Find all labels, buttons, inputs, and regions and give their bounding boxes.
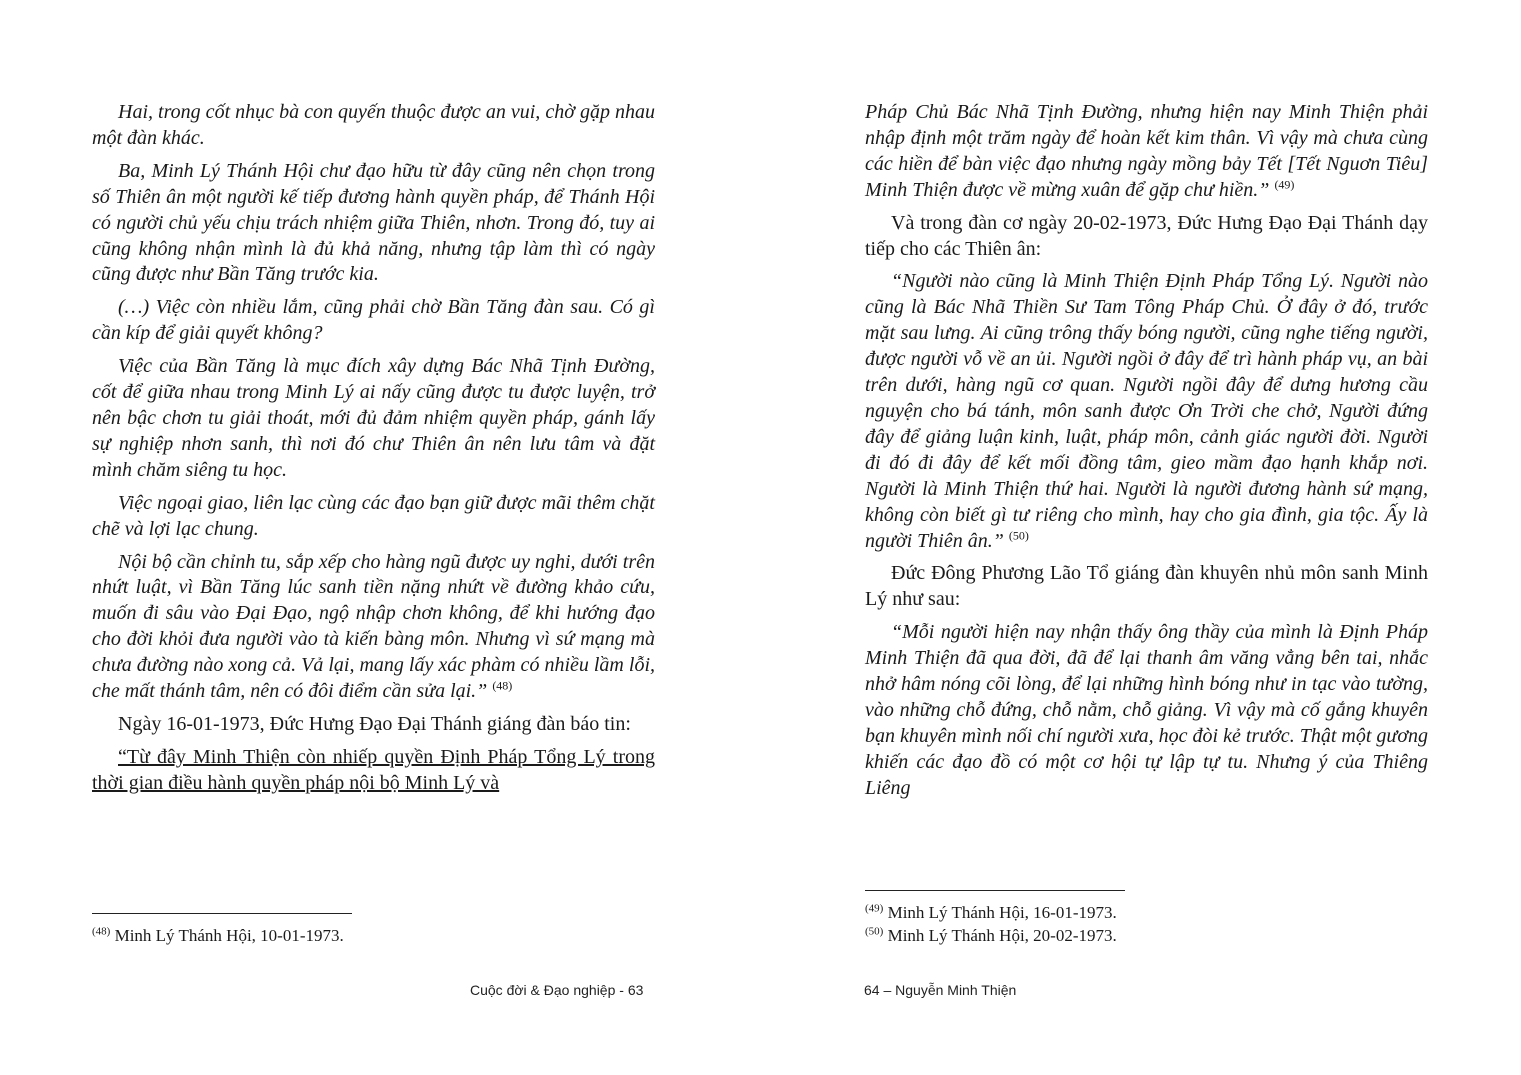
paragraph: “Người nào cũng là Minh Thiện Định Pháp Tổng Lý. Người nào cũng là Bác Nhã Thiền Sư Tam Tông Pháp Chủ. Ở đây ở đó, trước mặt sau lưng. Ai cũng trông thấy bóng người, cũng nghe tiếng người, được người vỗ về an ủi. Người ngồi ở đây để trì hành pháp vụ, an bài trên dưới, hàng ngũ cơ quan. Người ngồi đây để dưng hương cầu nguyện cho bá tánh, môn sanh được Ơn Trời che chở, Người đứng đây để giảng luận kinh, luật, pháp môn, cảnh giác người đời. Người đi đó đi đây để kết mối đồng tâm, gieo mầm đạo hạnh khắp nơi. Người là Minh Thiện thứ hai. Người là người đương hành sứ mạng, không còn biết gì tư riêng cho mình, hay cho gia đình, gia tộc. Ấy là người Thiên ân.” [865, 270, 1428, 552]
footnote [92, 925, 344, 947]
paragraph-with-ref [865, 269, 1428, 554]
footnote-mark: (49) [865, 902, 884, 915]
footnote [865, 925, 1117, 947]
footnote-text: Minh Lý Thánh Hội, 16-01-1973. [887, 903, 1117, 922]
page-footer-left: Cuộc đời & Đạo nghiệp - 63 [470, 982, 644, 998]
page-footer-right: 64 – Nguyễn Minh Thiện [864, 982, 1017, 998]
footnote-ref: (49) [1274, 177, 1295, 192]
footnote-ref: (48) [492, 678, 513, 693]
paragraph: Đức Đông Phương Lão Tổ giáng đàn khuyên nhủ môn sanh Minh Lý như sau: [865, 562, 1428, 611]
footnote [865, 902, 1117, 924]
footnote-mark: (48) [92, 925, 111, 938]
paragraph: Pháp Chủ Bác Nhã Tịnh Đường, nhưng hiện nay Minh Thiện phải nhập định một trăm ngày để hoàn kết kim thân. Vì vậy mà chưa cùng các hiền để bàn việc đạo nhưng ngày mồng bảy Tết [Tết Nguơn Tiêu] Minh Thiện được về mừng xuân để gặp chư hiền.” [865, 101, 1428, 201]
paragraph: (…) Việc còn nhiều lắm, cũng phải chờ Bần Tăng đàn sau. Có gì cần kíp để giải quyết không? [92, 296, 655, 345]
paragraph-with-ref [92, 550, 655, 705]
footnote-rule [865, 890, 1125, 891]
paragraph: “Từ đây Minh Thiện còn nhiếp quyền Định Pháp Tổng Lý trong thời gian điều hành quyền pháp nội bộ Minh Lý và [92, 745, 655, 794]
paragraph: Việc của Bần Tăng là mục đích xây dựng Bác Nhã Tịnh Đường, cốt để giữa nhau trong Minh Lý ai nấy cũng được tu được luyện, trở nên bậc chơn tu giải thoát, mới đủ đảm nhiệm quyền pháp, gánh lấy sự nghiệp nhơn sanh, thì nơi đó chư Thiên ân nên lưu tâm và đặt mình chăm siêng tu học. [92, 355, 655, 481]
footnote-ref: (50) [1008, 527, 1029, 542]
paragraph: Ba, Minh Lý Thánh Hội chư đạo hữu từ đây cũng nên chọn trong số Thiên ân một người kế tiếp đương hành quyền pháp, để Thánh Hội có người chủ yếu chịu trách nhiệm giữa Thiên, nhơn. Trong đó, tuy ai cũng không nhận mình là đủ khả năng, nhưng tập làm thì có ngày cũng được như Bần Tăng trước kia. [92, 159, 655, 286]
paragraph-with-ref [865, 100, 1428, 204]
footnote-rule [92, 913, 352, 914]
paragraph: Việc ngoại giao, liên lạc cùng các đạo bạn giữ được mãi thêm chặt chẽ và lợi lạc chung. [92, 491, 655, 540]
footnote-mark: (50) [865, 925, 884, 938]
footnote-text: Minh Lý Thánh Hội, 10-01-1973. [114, 926, 344, 945]
left-page-body [92, 100, 655, 804]
paragraph: Nội bộ cần chỉnh tu, sắp xếp cho hàng ngũ được uy nghi, dưới trên nhứt luật, vì Bần Tăng lúc sanh tiền nặng nhứt về đường khảo cứu, muốn đi sâu vào Đại Đạo, ngộ nhập chơn không, để khi hướng đạo cho đời khỏi đưa người vào tà kiến bàng môn. Nhưng vì sứ mạng mà chưa đường nào xong cả. Vả lại, mang lấy xác phàm có nhiều lầm lỗi, che mất thánh tâm, nên có đôi điểm cần sửa lại.” [92, 550, 655, 703]
paragraph: Ngày 16-01-1973, Đức Hưng Đạo Đại Thánh giáng đàn báo tin: [118, 712, 631, 735]
paragraph: Hai, trong cốt nhục bà con quyến thuộc được an vui, chờ gặp nhau một đàn khác. [92, 101, 655, 149]
right-page-body [865, 100, 1428, 809]
paragraph: Và trong đàn cơ ngày 20-02-1973, Đức Hưng Đạo Đại Thánh dạy tiếp cho các Thiên ân: [865, 211, 1428, 260]
footnote-text: Minh Lý Thánh Hội, 20-02-1973. [887, 926, 1117, 945]
paragraph: “Mỗi người hiện nay nhận thấy ông thầy của mình là Định Pháp Minh Thiện đã qua đời, đã để lại thanh âm văng vẳng bên tai, nhắc nhở hâm nóng cõi lòng, để lại những hình bóng như in tạc vào tường, vào những chỗ đứng, chỗ nằm, chỗ giảng. Vì vậy mà cố gắng khuyên bạn khuyên mình nối chí người xưa, học đòi kẻ trước. Thật một gương khiến các đạo đồ có một cơ hội tự lập tự tu. Nhưng ý của Thiêng Liêng [865, 621, 1428, 799]
